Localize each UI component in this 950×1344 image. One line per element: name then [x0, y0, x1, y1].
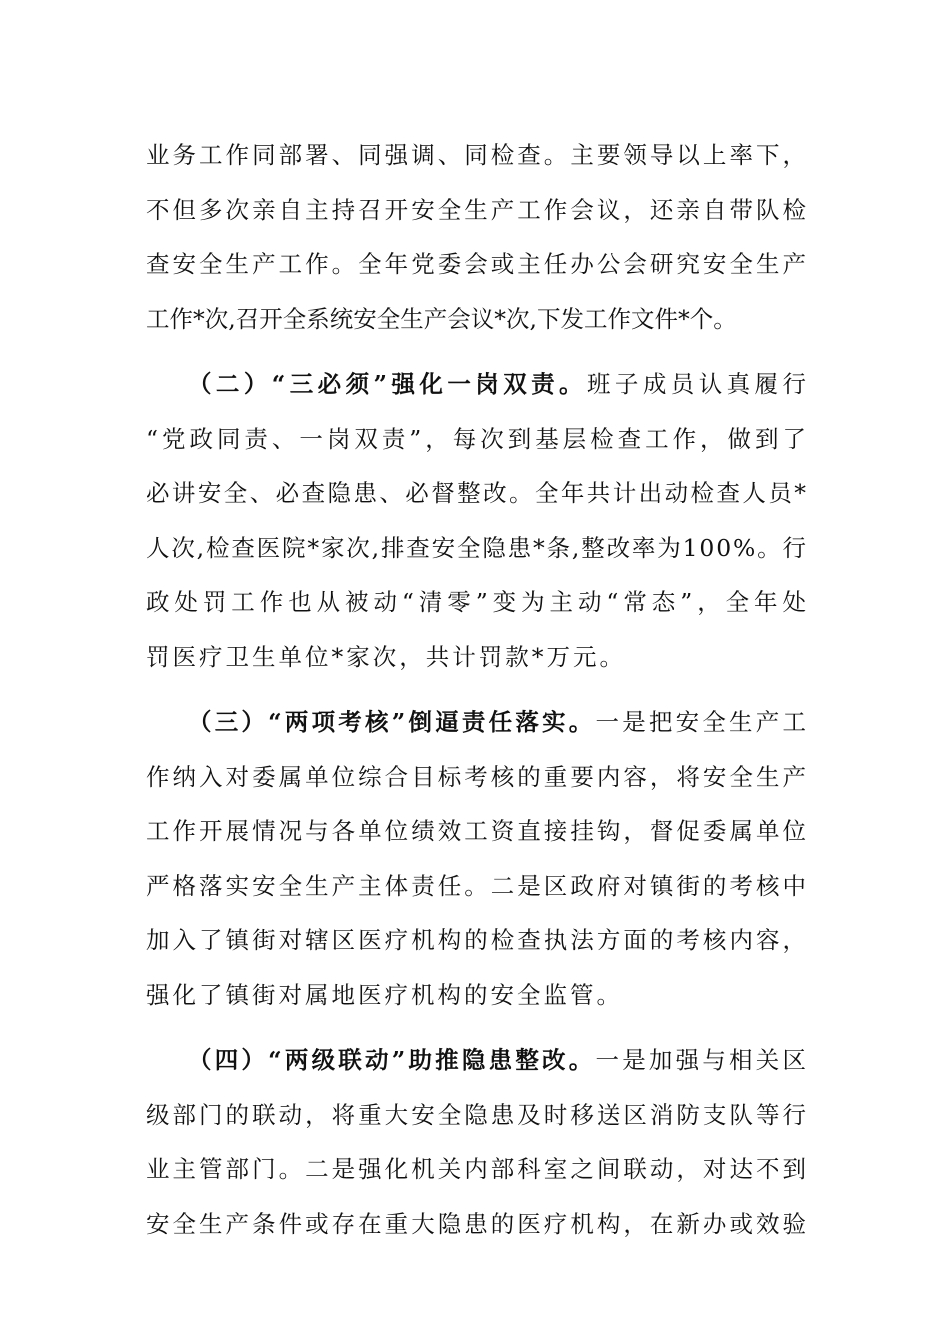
line-text: 查安全生产工作。全年党委会或主任办公会研究安全生产 — [146, 250, 810, 278]
text-line — [146, 859, 810, 914]
paragraph-gap — [146, 346, 806, 357]
text-line — [146, 237, 810, 292]
line-text: 班子成员认真履行 — [586, 370, 811, 398]
text-line — [146, 1088, 810, 1143]
document-body — [146, 128, 811, 1251]
text-line — [146, 357, 811, 412]
paragraph-gap — [146, 684, 806, 695]
text-line — [146, 804, 810, 859]
text-line — [146, 913, 810, 968]
line-text: 业务工作同部署、同强调、同检查。主要领导以上率下， — [146, 141, 810, 169]
text-line — [146, 1033, 810, 1088]
line-text: 工作*次,召开全系统安全生产会议*次,下发工作文件*个。 — [146, 304, 737, 333]
line-text: 加入了镇街对辖区医疗机构的检查执法方面的考核内容， — [146, 926, 810, 954]
line-text: 不但多次亲自主持召开安全生产工作会议，还亲自带队检 — [146, 195, 810, 224]
text-line — [146, 1142, 810, 1197]
line-text: 安全生产条件或存在重大隐患的医疗机构，在新办或效验 — [146, 1209, 810, 1238]
text-line — [146, 292, 806, 347]
line-text: 强化了镇街对属地医疗机构的安全监管。 — [146, 980, 623, 1009]
line-text: 政处罚工作也从被动“清零”变为主动“常态”，全年处 — [146, 588, 811, 616]
line-text: 罚医疗卫生单位*家次，共计罚款*万元。 — [146, 642, 626, 671]
section-heading: （三）“两项考核”倒逼责任落实。 — [188, 708, 596, 736]
text-line — [146, 1197, 810, 1252]
line-text: 严格落实安全生产主体责任。二是区政府对镇街的考核中 — [146, 871, 810, 900]
line-text: 工作开展情况与各单位绩效工资直接挂钩，督促委属单位 — [146, 817, 810, 845]
text-line — [146, 466, 809, 521]
paragraph-p1 — [146, 128, 810, 346]
line-text: 级部门的联动，将重大安全隐患及时移送区消防支队等行 — [146, 1100, 810, 1129]
line-text: 必讲安全、必查隐患、必督整改。全年共计出动检查人员* — [146, 479, 809, 507]
text-line — [146, 128, 810, 183]
text-line — [146, 695, 810, 750]
section-heading: （二）“三必须”强化一岗双责。 — [188, 370, 587, 398]
line-text: “党政同责、一岗双责”，每次到基层检查工作，做到了 — [146, 424, 810, 453]
text-line — [146, 575, 811, 630]
line-text: 作纳入对委属单位综合目标考核的重要内容，将安全生产 — [146, 762, 810, 791]
text-line — [146, 521, 806, 576]
line-text: 一是加强与相关区 — [595, 1046, 810, 1074]
line-text: 人次,检查医院*家次,排查安全隐患*条,整改率为100%。行 — [146, 533, 808, 562]
text-line — [146, 630, 806, 685]
paragraph-p4 — [146, 1033, 810, 1251]
section-heading: （四）“两级联动”助推隐患整改。 — [188, 1046, 596, 1074]
paragraph-p3 — [146, 695, 810, 1022]
text-line — [146, 412, 810, 467]
paragraph-gap — [146, 1022, 806, 1033]
line-text: 一是把安全生产工 — [595, 708, 810, 736]
text-line — [146, 750, 810, 805]
text-line — [146, 183, 810, 238]
line-text: 业主管部门。二是强化机关内部科室之间联动，对达不到 — [146, 1155, 810, 1183]
text-line — [146, 968, 806, 1023]
paragraph-p2 — [146, 357, 811, 684]
